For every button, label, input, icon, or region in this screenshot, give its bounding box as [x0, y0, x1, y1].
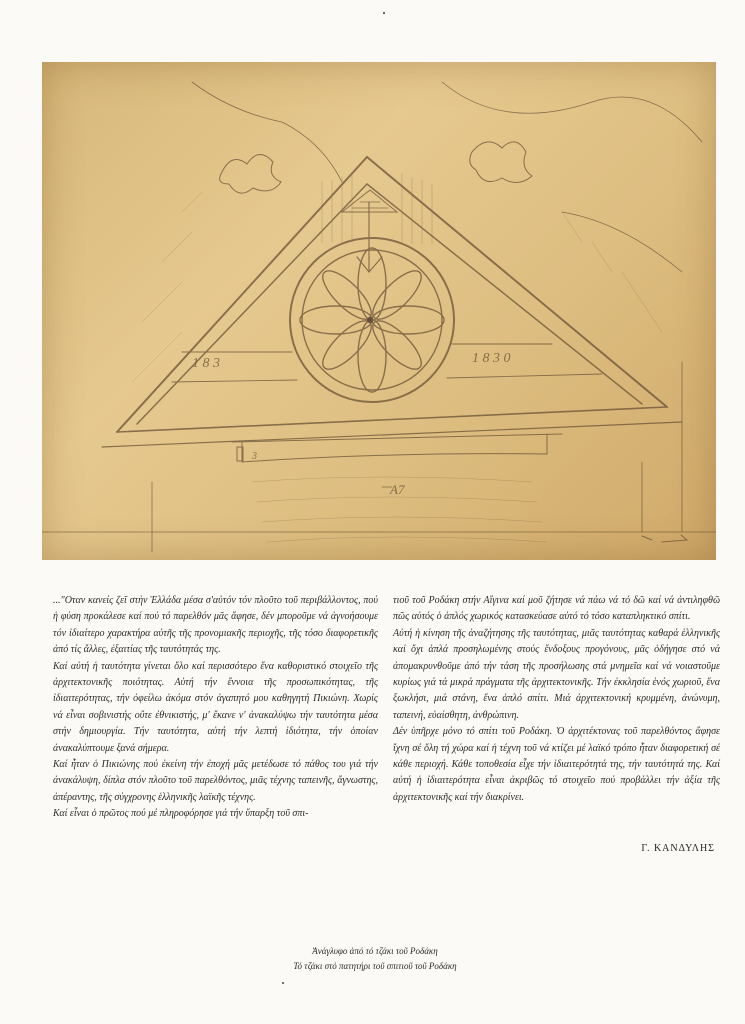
text-column-right	[393, 593, 720, 806]
paragraph: Δέν ὑπῆρχε μόνο τό σπίτι τοῦ Ροδάκη. Ὁ ἀρχιτέκτονας τοῦ παρελθόντος ἄφησε ἴχνη σέ ὅλη τή χώρα καί ἡ τέχνη τοῦ νά κτίζει μέ λαϊκό τρόπο ἦταν διαφορετική σέ κάθε περιοχή. Κάθε τοποθεσία εἶχε τήν ἰδιαιτερότητά της, τήν ταυτότητά της. Καί αὐτή ἡ ἰδιαιτερότητα εἶναι ἀκριβῶς τό στοιχεῖο πού προβάλλει τήν ἀξία τῆς ἀρχιτεκτονικῆς καί τήν διακρίνει.	[393, 726, 720, 803]
text-column-left	[53, 593, 378, 823]
inscription-right: 1 8 3 0	[472, 351, 511, 366]
pediment-outline	[117, 157, 667, 432]
paragraph: Καί εἶναι ὁ πρῶτος πού μέ πληροφόρησε γιά τήν ὕπαρξη τοῦ σπι-	[53, 808, 309, 820]
paragraph: ..."Οταν κανείς ζεῖ στὴν Ἑλλάδα μέσα σ'αὐτόν τόν πλοῦτο τοῦ περιβάλλοντος, πού ἡ φύση προκάλεσε καί πού τό παρελθόν μᾶς ἄφησε, δέν μποροῦμε νά ἀγνοήσουμε τόν ἰδιαίτερο χαρακτήρα αὐτῆς τῆς προνομιακῆς περιοχῆς, τῆς τόσο διαφορετικῆς ἀπό τίς ἄλλες, ἐξαιτίας τῆς ταυτότητάς της.	[53, 595, 378, 656]
sketch-mark-a: A7	[390, 482, 405, 497]
caption-mark	[282, 982, 284, 984]
caption-line-2: Τό τζάκι στό πατητήρι τοῦ σπιτιοῦ τοῦ Ροδάκη	[293, 961, 457, 971]
paragraph: Αὐτή ἡ κίνηση τῆς ἀναζήτησης τῆς ταυτότητας, μιᾶς ταυτότητας καθαρά ἑλληνικῆς καί ὄχι ἁπλά προσηλωμένης στούς ἔνδοξους προγόνους, μᾶς ὁδήγησε στό νά ἀπομακρυνθοῦμε ἀπό τήν τάση τῆς προσήλωσης στά μνημεῖα καί νά νοιαστοῦμε κυρίως γιά τά μικρά πράγματα τῆς ἀρχιτεκτονικῆς. Τήν ἐκκλησία ἑνός χωριοῦ, ἕνα ξωκλήσι, μιά στάνη, ἕνα ἁπλό σπίτι. Μιά ἀρχιτεκτονική κρυμμένη, ἀνώνυμη, ταπεινή, εὐαίσθητη, ἀνθρώπινη.	[393, 627, 720, 721]
pediment-sketch	[42, 62, 716, 560]
figure-caption	[280, 944, 470, 974]
paragraph: Καί ἦταν ὁ Πικιώνης πού ἐκείνη τήν ἐποχή μᾶς μετέδωσε τό πάθος του γιά τήν ἀνακάλυψη, δίπλα στόν πλοῦτο τοῦ παρελθόντος, μιᾶς τέχνης ταπεινῆς, ἄγνωστης, ἀπέραντης, τῆς σύγχρονης ἑλληνικῆς λαϊκῆς τέχνης.	[53, 759, 378, 803]
inscription-left: 1 8 3	[192, 356, 220, 371]
paragraph: Καί αὐτή ἡ ταυτότητα γίνεται ὅλο καί περισσότερο ἕνα καθοριστικό στοιχεῖο τῆς ἀρχιτεκτονικῆς ποιότητας. Αὐτή τήν ἔννοια τῆς προσωπικότητας, τῆς ἰδιαιτερότητας, τήν ὀφείλω ἀκόμα στόν ἀγαπητό μου καθηγητή Πικιώνη. Χωρίς νά εἶναι σοβινιστής οὔτε ἐθνικιστής, μ' ἔκανε ν' ἀνακαλύψω τήν ταυτότητα μέσα στήν δημιουργία. Τήν ταυτότητα, αὐτή τήν λεπτή ἰδιότητα, τήν ὁποίαν ἀνακαλύπτουμε ξανά σήμερα.	[53, 660, 378, 754]
caption-line-1: Ἀνάγλυφο ἀπό τό τζάκι τοῦ Ροδάκη	[312, 946, 438, 956]
foliage-right	[442, 82, 702, 142]
author-signature: Γ. ΚΑΝΔΥΛΗΣ	[641, 843, 715, 854]
foliage-left	[220, 154, 281, 193]
paragraph: τιοῦ τοῦ Ροδάκη στήν Αἴγινα καί μοῦ ζήτησε νά πάω νά τό δῶ καί νά ἀντιληφθῶ πῶς αὐτός ὁ ἁπλός χωρικός κατασκεύασε αὐτό τό τόσο καταπληκτικό σπίτι.	[393, 595, 720, 623]
stray-mark	[383, 12, 385, 14]
sketch-mark-b: 3	[252, 451, 257, 462]
pediment-drawing	[42, 62, 716, 560]
